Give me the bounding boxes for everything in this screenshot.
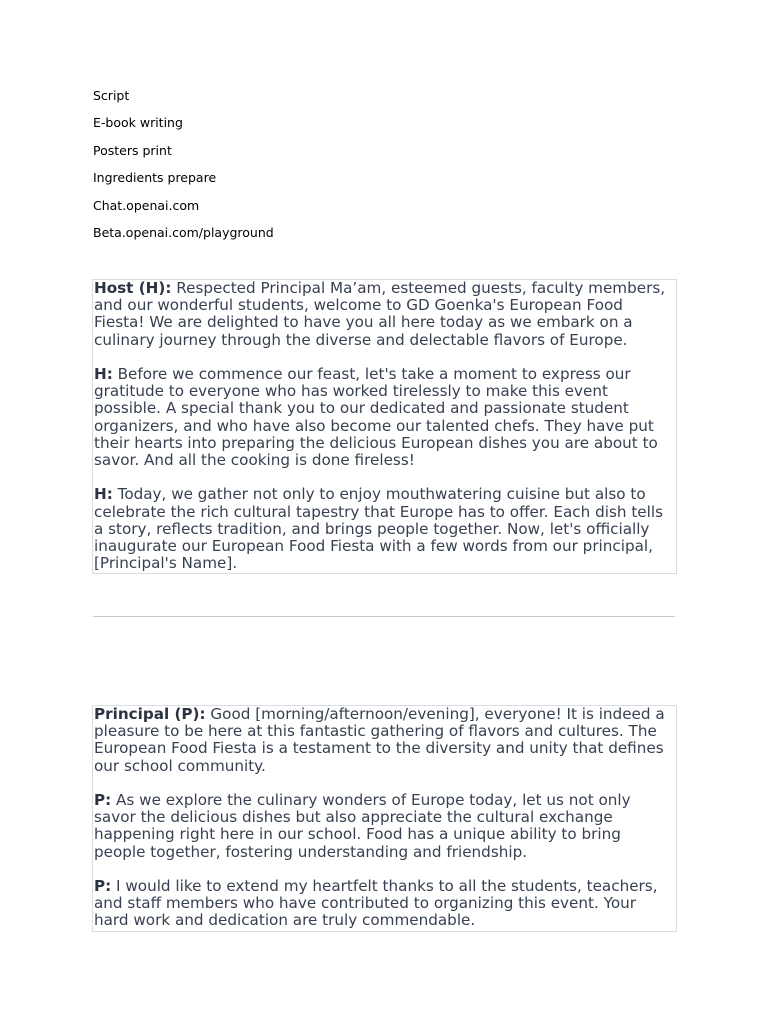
speaker-label: Host (H):	[94, 279, 172, 297]
paragraph-text: Respected Principal Ma’am, esteemed guests, faculty members, and our wonderful students, welcome to GD Goenka's European Food Fiesta! We are delighted to have you all here today as we embark on a culinary journey through the diverse and delectable flavors of Europe.	[94, 279, 666, 349]
host-paragraph	[94, 280, 675, 349]
task-list-item: E-book writing	[93, 115, 183, 131]
speaker-label: H:	[94, 365, 113, 383]
task-list-item: Posters print	[93, 142, 172, 158]
task-list-item: Script	[93, 88, 130, 103]
speaker-label: P:	[94, 791, 112, 809]
paragraph-text: Before we commence our feast, let's take a moment to express our gratitude to everyone who has worked tirelessly to make this event possible. A special thank you to our dedicated and passionate student organizers, and who have also become our talented chefs. They have put their hearts into preparing the delicious European dishes you are about to savor. And all the cooking is done fireless!	[94, 365, 658, 470]
horizontal-divider	[93, 616, 675, 617]
principal-paragraph	[94, 792, 675, 861]
host-paragraph	[94, 366, 675, 469]
paragraph-text: I would like to extend my heartfelt thanks to all the students, teachers, and staff members who have contributed to organizing this event. Your hard work and dedication are truly commendable.	[94, 877, 658, 930]
task-list-item: Ingredients prepare	[93, 170, 217, 186]
principal-script-block	[92, 705, 677, 932]
principal-paragraph	[94, 706, 675, 775]
paragraph-text: Good [morning/afternoon/evening], everyone! It is indeed a pleasure to be here at this fantastic gathering of flavors and cultures. The European Food Fiesta is a testament to the diversity and unity that defines our school community.	[94, 705, 665, 775]
paragraph-text: Today, we gather not only to enjoy mouthwatering cuisine but also to celebrate the rich cultural tapestry that Europe has to offer. Each dish tells a story, reflects tradition, and brings people together. Now, let's officially inaugurate our European Food Fiesta with a few words from our principal, [Principal's Name].	[94, 485, 663, 573]
speaker-label: Principal (P):	[94, 705, 206, 723]
principal-paragraph	[94, 878, 675, 930]
speaker-label: P:	[94, 877, 112, 895]
task-list-item: Chat.openai.com	[93, 197, 200, 213]
host-paragraph	[94, 486, 675, 572]
host-script-block	[92, 279, 677, 574]
speaker-label: H:	[94, 485, 113, 504]
task-list	[93, 88, 693, 252]
task-list-item: Beta.openai.com/playground	[93, 224, 274, 240]
paragraph-text: As we explore the culinary wonders of Europe today, let us not only savor the delicious dishes but also appreciate the cultural exchange happening right here in our school. Food has a unique ability to bring people together, fostering understanding and friendship.	[94, 791, 631, 861]
